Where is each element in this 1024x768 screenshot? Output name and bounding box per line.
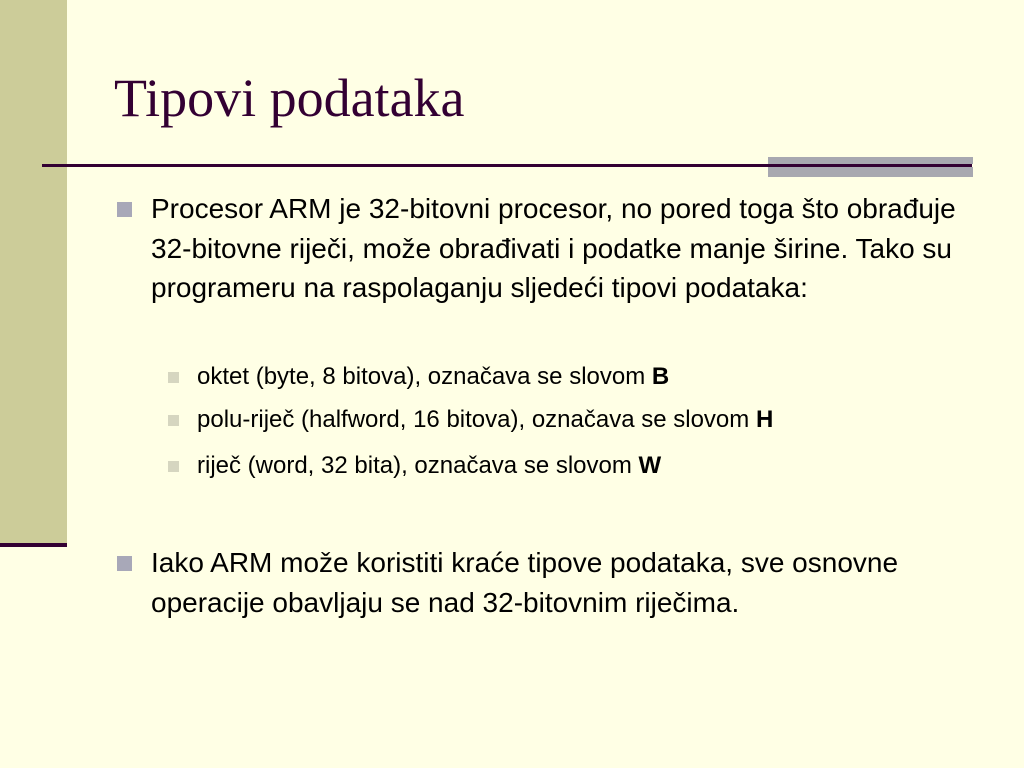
sub-bullet-letter: B: [651, 363, 670, 390]
sub-bullet-text: polu-riječ (halfword, 16 bitova), označava se slovom: [197, 406, 756, 433]
sub-bullet-letter: H: [755, 406, 774, 433]
slide-title: Tipovi podataka: [114, 68, 465, 128]
bullet-item: Procesor ARM je 32-bitovni procesor, no pored toga što obrađuje 32-bitovne riječi, može obrađivati i podatke manje širine. Tako su programeru na raspolaganju sljedeći tipovi podataka:: [117, 189, 981, 308]
sub-bullet-letter: W: [638, 452, 662, 479]
sub-bullet-item: [168, 361, 669, 393]
sub-bullet-item: [168, 404, 773, 436]
sub-bullet-item: [168, 450, 661, 482]
sub-bullet-text: oktet (byte, 8 bitova), označava se slovom: [197, 363, 652, 390]
sub-bullet-text: riječ (word, 32 bita), označava se slovom: [197, 452, 639, 479]
bullet-item: Iako ARM može koristiti kraće tipove podataka, sve osnovne operacije obavljaju se nad 32-bitovnim riječima.: [117, 543, 981, 622]
